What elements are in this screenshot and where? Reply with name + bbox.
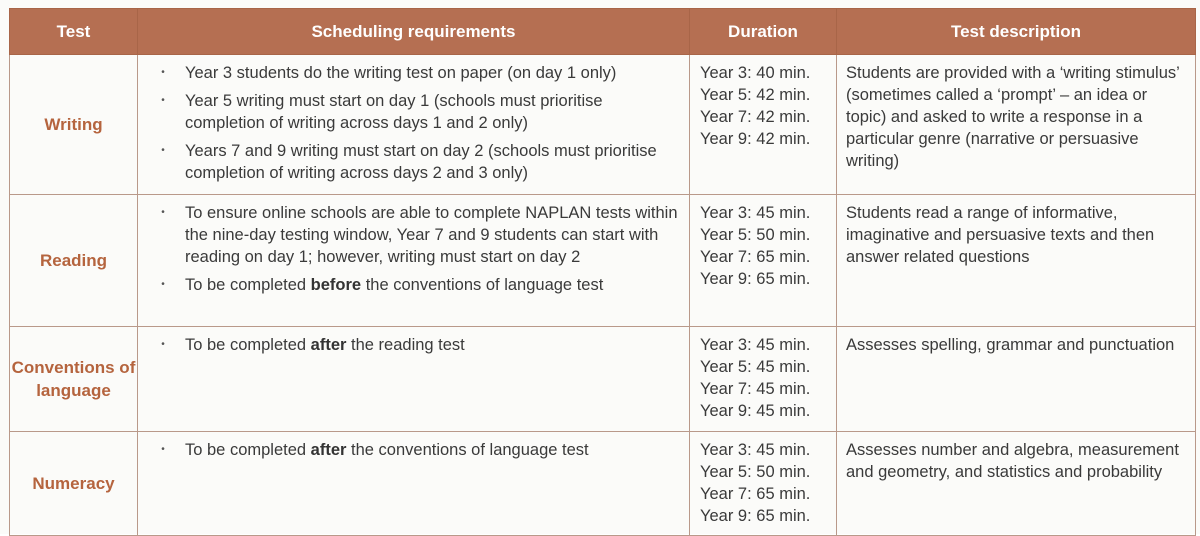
duration-list [690,327,837,432]
bullet-dot-icon: • [161,339,165,350]
test-description: Students read a range of informative, imaginative and persuasive texts and then answer related questions [837,195,1196,327]
naplan-schedule-table [9,8,1196,536]
requirement-text: Year 5 writing must start on day 1 (schools must prioritise completion of writing across days 1 and 2 only) [185,92,603,132]
requirement-text-pre: To be completed [185,441,311,459]
test-description: Assesses spelling, grammar and punctuation [837,327,1196,432]
duration-year-7: Year 7: 42 min. [700,108,811,126]
requirement-item [158,439,681,461]
duration-list [690,432,837,536]
duration-year-7: Year 7: 65 min. [700,485,811,503]
table-row-conventions-of-language [10,327,1196,432]
table-header-row [10,9,1196,55]
requirement-text-pre: To be completed [185,336,311,354]
requirement-item [158,202,681,268]
requirement-item [158,62,681,84]
table-row-writing [10,55,1196,195]
table-row-reading [10,195,1196,327]
test-description: Assesses number and algebra, measurement and geometry, and statistics and probability [837,432,1196,536]
header-test-description: Test description [837,9,1196,55]
test-name: Numeracy [10,432,138,536]
test-name: Writing [10,55,138,195]
requirement-item [158,140,681,184]
requirements-list [158,439,681,461]
table-row-numeracy [10,432,1196,536]
requirement-item [158,90,681,134]
duration-year-5: Year 5: 50 min. [700,226,811,244]
requirement-item [158,334,681,356]
header-duration: Duration [690,9,837,55]
scheduling-requirements [138,432,690,536]
requirements-list [158,334,681,356]
bullet-dot-icon: • [161,207,165,218]
scheduling-requirements [138,327,690,432]
duration-year-9: Year 9: 42 min. [700,130,811,148]
requirement-text-post: the conventions of language test [346,441,589,459]
requirements-list [158,202,681,296]
test-name: Reading [10,195,138,327]
header-test: Test [10,9,138,55]
requirement-emphasis: after [310,441,347,459]
requirement-text-pre: To be completed [185,276,311,294]
scheduling-requirements [138,195,690,327]
duration-year-3: Year 3: 45 min. [700,336,811,354]
bullet-dot-icon: • [161,67,165,78]
requirements-list [158,62,681,184]
bullet-dot-icon: • [161,279,165,290]
requirement-item [158,274,681,296]
duration-year-9: Year 9: 65 min. [700,270,811,288]
duration-year-5: Year 5: 42 min. [700,86,811,104]
test-name: Conventions of language [10,327,138,432]
scheduling-requirements [138,55,690,195]
duration-year-5: Year 5: 50 min. [700,463,811,481]
header-scheduling-requirements: Scheduling requirements [138,9,690,55]
duration-list [690,195,837,327]
requirement-text: Year 3 students do the writing test on paper (on day 1 only) [185,64,617,82]
requirement-text: To ensure online schools are able to complete NAPLAN tests within the nine-day testing window, Year 7 and 9 students can start with reading on day 1; however, writing must start on day 2 [185,204,678,266]
duration-year-9: Year 9: 45 min. [700,402,811,420]
requirement-emphasis: before [310,276,362,294]
duration-year-3: Year 3: 45 min. [700,441,811,459]
requirement-text-post: the reading test [346,336,465,354]
bullet-dot-icon: • [161,145,165,156]
duration-year-3: Year 3: 45 min. [700,204,811,222]
requirement-text: Years 7 and 9 writing must start on day 2 (schools must prioritise completion of writing across days 2 and 3 only) [185,142,657,182]
duration-year-3: Year 3: 40 min. [700,64,811,82]
test-description: Students are provided with a ‘writing stimulus’ (sometimes called a ‘prompt’ – an idea or topic) and asked to write a response in a particular genre (narrative or persuasive writing) [837,55,1196,195]
bullet-dot-icon: • [161,95,165,106]
requirement-emphasis: after [310,336,347,354]
duration-year-7: Year 7: 65 min. [700,248,811,266]
duration-year-7: Year 7: 45 min. [700,380,811,398]
requirement-text-post: the conventions of language test [361,276,604,294]
bullet-dot-icon: • [161,444,165,455]
duration-year-9: Year 9: 65 min. [700,507,811,525]
duration-list [690,55,837,195]
duration-year-5: Year 5: 45 min. [700,358,811,376]
